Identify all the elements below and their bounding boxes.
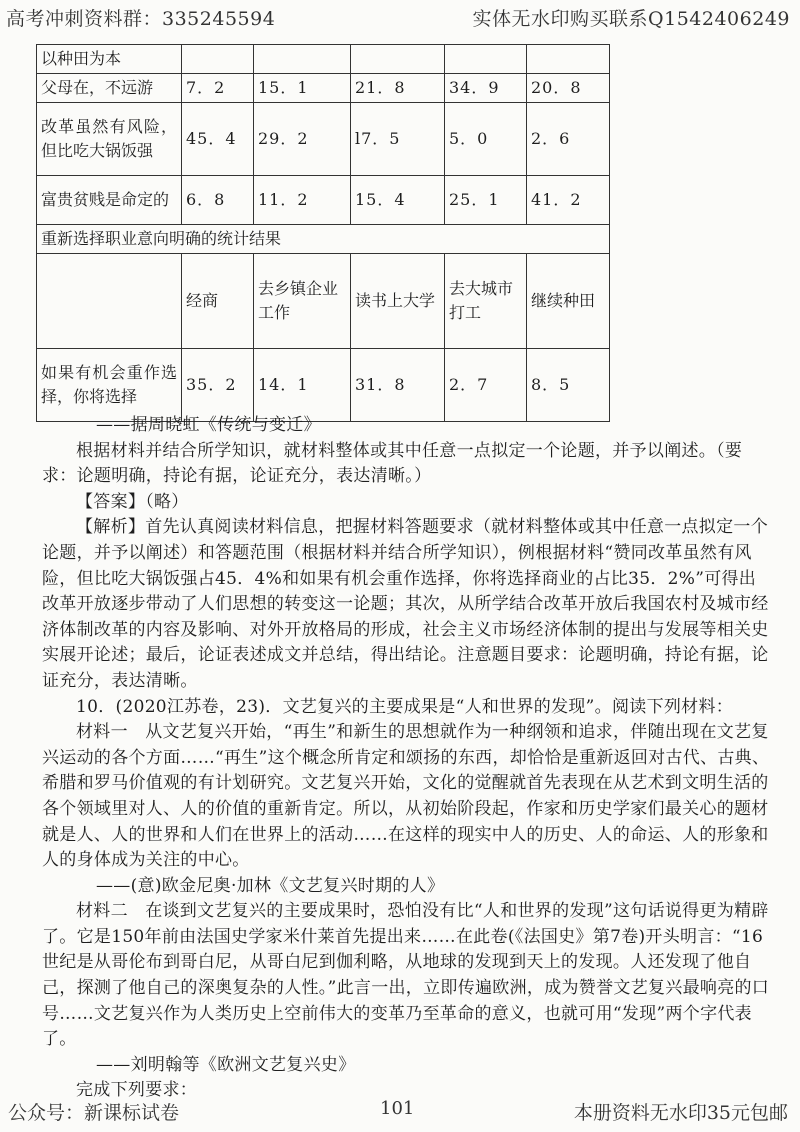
table-cell: 7．2 <box>182 74 254 103</box>
header-right-text: 实体无水印购买联系Q1542406249 <box>472 8 790 30</box>
table-cell: 20．8 <box>527 74 610 103</box>
table-cell: 34．9 <box>445 74 527 103</box>
table-header-cell: 经商 <box>182 254 254 349</box>
table-cell: 5．0 <box>445 103 527 176</box>
footer-right-text: 本册资料无水印35元包邮 <box>573 1102 788 1124</box>
table-header-cell: 去大城市打工 <box>445 254 527 349</box>
table-section-title: 重新选择职业意向明确的统计结果 <box>37 225 610 254</box>
table-row <box>37 176 610 225</box>
task-text: 完成下列要求： <box>76 1080 198 1101</box>
table-cell: 21．8 <box>351 74 445 103</box>
table-row <box>37 349 610 422</box>
table-cell: 8．5 <box>527 349 610 422</box>
table-cell: 2．7 <box>445 349 527 422</box>
page-footer <box>8 1098 788 1128</box>
table-cell: 25．1 <box>445 176 527 225</box>
table-header-cell: 继续种田 <box>527 254 610 349</box>
table-row <box>37 225 610 254</box>
table-cell-label: 富贵贫贱是命定的 <box>37 176 182 225</box>
table-cell: 11．2 <box>254 176 351 225</box>
table-row <box>37 74 610 103</box>
page-number: 101 <box>380 1098 415 1119</box>
table-cell-label: 以种田为本 <box>37 45 182 74</box>
footer-left-text: 公众号：新课标试卷 <box>8 1102 180 1124</box>
question-text: 根据材料并结合所学知识，就材料整体或其中任意一点拟定一个论题，并予以阐述。（要求：论题明确，持论有据，论证充分，表达清晰。） <box>42 440 743 487</box>
table-cell: 15．1 <box>254 74 351 103</box>
question-10-text: 10．(2020江苏卷，23)．文艺复兴的主要成果是“人和世界的发现”。阅读下列材料： <box>76 696 734 717</box>
table-cell: 41．2 <box>527 176 610 225</box>
table-cell: 6．8 <box>182 176 254 225</box>
table-cell: 29．2 <box>254 103 351 176</box>
table-cell-label: 改革虽然有风险，但比吃大锅饭强 <box>37 103 182 176</box>
table-header-cell: 去乡镇企业工作 <box>254 254 351 349</box>
table-cell: 35．2 <box>182 349 254 422</box>
table-cell-label: 如果有机会重作选择，你将选择 <box>37 349 182 422</box>
source-citation: ——(意)欧金尼奥·加林《文艺复兴时期的人》 <box>96 875 445 896</box>
source-citation: ——据周晓虹《传统与变迁》 <box>96 415 321 435</box>
table-cell-label: 父母在，不远游 <box>37 74 182 103</box>
table-cell: 31．8 <box>351 349 445 422</box>
table-cell: 45．4 <box>182 103 254 176</box>
table-cell: 14．1 <box>254 349 351 422</box>
survey-table <box>36 44 610 422</box>
table-cell: l7．5 <box>351 103 445 176</box>
header-left-text: 高考冲刺资料群：335245594 <box>6 8 276 30</box>
table-cell: 15．4 <box>351 176 445 225</box>
material-one-text: 材料一 从文艺复兴开始，“再生”和新生的思想就作为一种纲领和追求，伴随出现在文艺复兴运动的各个方面……“再生”这个概念所肯定和颂扬的东西，却恰恰是重新返回对古代、古典、希腊和罗马价值观的有计划研究。文艺复兴开始，文化的觉醒就首先表现在从艺术到文明生活的各个领域里对人、人的价值的重新肯定。所以，从初始阶段起，作家和历史学家们最关心的题材就是人、人的世界和人们在世界上的活动……在这样的现实中人的历史、人的命运、人的形象和人的身体成为关注的中心。 <box>42 722 770 871</box>
page-header <box>6 4 790 34</box>
table-row <box>37 103 610 176</box>
analysis-text: 【解析】首先认真阅读材料信息，把握材料答题要求（就材料整体或其中任意一点拟定一个论题，并予以阐述）和答题范围（根据材料并结合所学知识），例根据材料“赞同改革虽然有风险，但比吃大锅饭强占45．4%和如果有机会重作选择，你将选择商业的占比35．2%”可得出改革开放逐步带动了人们思想的转变这一论题；其次，从所学结合改革开放后我国农村及城市经济体制改革的内容及影响、对外开放格局的形成，社会主义市场经济体制的提出与发展等相关史实展开论述；最后，论证表述成文并总结，得出结论。注意题目要求：论题明确，持论有据，论证充分，表达清晰。 <box>42 517 769 691</box>
answer-text: 【答案】（略） <box>76 491 189 512</box>
table-row <box>37 45 610 74</box>
table-header-cell: 读书上大学 <box>351 254 445 349</box>
source-citation: ——刘明翰等《欧洲文艺复兴史》 <box>96 1054 356 1075</box>
material-two-text: 材料二 在谈到文艺复兴的主要成果时，恐怕没有比“人和世界的发现”这句话说得更为精辟了。它是150年前由法国史学家米什莱首先提出来……在此卷(《法国史》第7卷)开头明言：“16世纪是从哥伦布到哥白尼，从哥白尼到伽利略，从地球的发现到天上的发现。人还发现了他自己，探测了他自己的深奥复杂的人性。”此言一出，立即传遍欧洲，成为赞誉文艺复兴最响亮的口号……文艺复兴作为人类历史上空前伟大的变革乃至革命的意义，也就可用“发现”两个字代表了。 <box>42 901 770 1050</box>
table-header-row <box>37 254 610 349</box>
body-text <box>42 413 772 1104</box>
table-cell: 2．6 <box>527 103 610 176</box>
